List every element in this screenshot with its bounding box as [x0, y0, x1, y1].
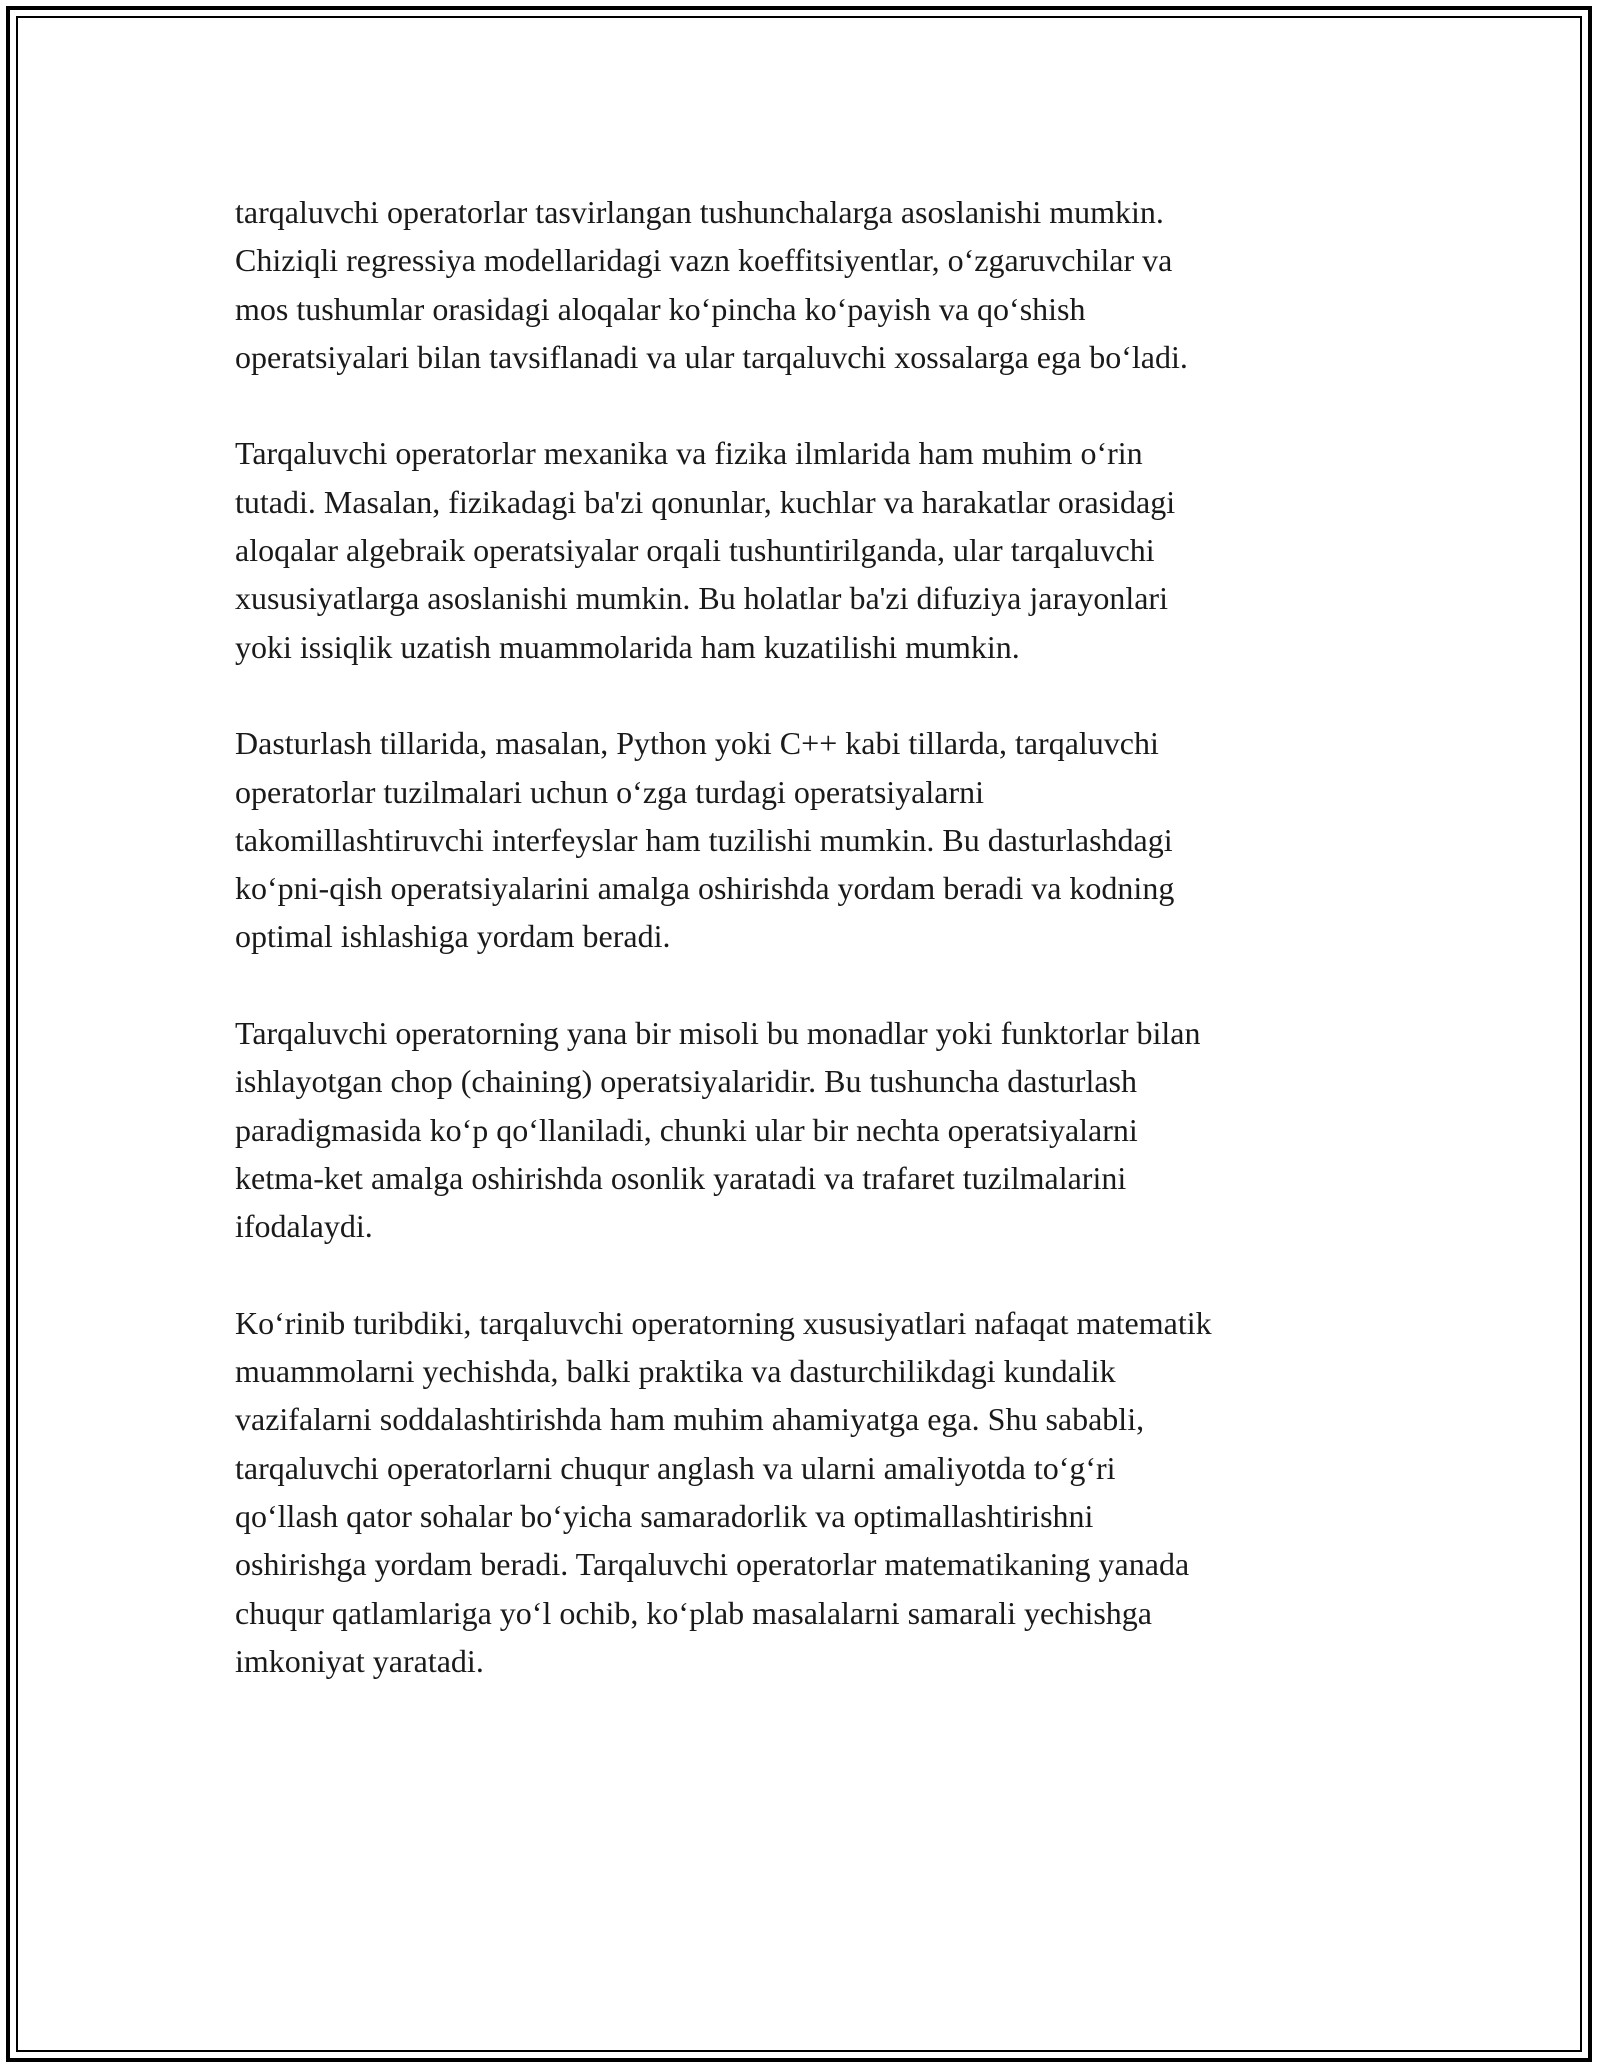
document-body [235, 188, 1365, 1734]
text-line: operatsiyalari bilan tavsiflanadi va ular tarqaluvchi xossalarga ega bo‘ladi. [235, 338, 1188, 375]
text-line: tarqaluvchi operatorlar tasvirlangan tushunchalarga asoslanishi mumkin. [235, 194, 1164, 230]
text-line: Tarqaluvchi operatorlar mexanika va fizika ilmlarida ham muhim o‘rin [235, 435, 1143, 472]
text-line: Tarqaluvchi operatorning yana bir misoli bu monadlar yoki funktorlar bilan [235, 1015, 1201, 1052]
text-line: Dasturlash tillarida, masalan, Python yoki C++ kabi tillarda, tarqaluvchi [235, 725, 1159, 762]
text-line: ketma-ket amalga oshirishda osonlik yaratadi va trafaret tuzilmalarini [235, 1159, 1127, 1196]
text-line: vazifalarni soddalashtirishda ham muhim ahamiyatga ega. Shu sababli, [235, 1401, 1145, 1438]
paragraph-3 [235, 719, 1365, 960]
paragraph-4 [235, 1009, 1365, 1250]
text-line: xususiyatlarga asoslanishi mumkin. Bu holatlar ba'zi difuziya jarayonlari [235, 580, 1168, 617]
text-line: ko‘pni-qish operatsiyalarini amalga oshirishda yordam beradi va kodning [235, 870, 1175, 907]
text-line: yoki issiqlik uzatish muammolarida ham kuzatilishi mumkin. [235, 628, 1020, 665]
text-line: qo‘llash qator sohalar bo‘yicha samaradorlik va optimallashtirishni [235, 1498, 1094, 1535]
text-line: optimal ishlashiga yordam beradi. [235, 918, 671, 955]
text-line: ishlayotgan chop (chaining) operatsiyalaridir. Bu tushuncha dasturlash [235, 1063, 1137, 1100]
text-line: chuqur qatlamlariga yo‘l ochib, ko‘plab masalalarni samarali yechishga [235, 1594, 1152, 1631]
text-line: oshirishga yordam beradi. Tarqaluvchi operatorlar matematikaning yanada [235, 1546, 1190, 1583]
text-line: muammolarni yechishda, balki praktika va dasturchilikdagi kundalik [235, 1353, 1116, 1390]
text-line: operatorlar tuzilmalari uchun o‘zga turdagi operatsiyalarni [235, 773, 985, 810]
text-line: ifodalaydi. [235, 1208, 373, 1245]
text-line: takomillashtiruvchi interfeyslar ham tuzilishi mumkin. Bu dasturlashdagi [235, 821, 1173, 858]
text-line: Chiziqli regressiya modellaridagi vazn koeffitsiyentlar, o‘zgaruvchilar va [235, 242, 1173, 279]
text-line: paradigmasida ko‘p qo‘llaniladi, chunki ular bir nechta operatsiyalarni [235, 1111, 1138, 1148]
text-line: tutadi. Masalan, fizikadagi ba'zi qonunlar, kuchlar va harakatlar orasidagi [235, 483, 1176, 520]
text-line: tarqaluvchi operatorlarni chuqur anglash va ularni amaliyotda to‘g‘ri [235, 1449, 1116, 1486]
text-line: aloqalar algebraik operatsiyalar orqali tushuntirilganda, ular tarqaluvchi [235, 532, 1155, 569]
text-line: mos tushumlar orasidagi aloqalar ko‘pincha ko‘payish va qo‘shish [235, 290, 1086, 327]
text-line: Ko‘rinib turibdiki, tarqaluvchi operatorning xususiyatlari nafaqat matematik [235, 1304, 1212, 1341]
paragraph-2 [235, 429, 1365, 670]
paragraph-5 [235, 1299, 1365, 1685]
paragraph-1 [235, 188, 1365, 381]
text-line: imkoniyat yaratadi. [235, 1642, 484, 1679]
